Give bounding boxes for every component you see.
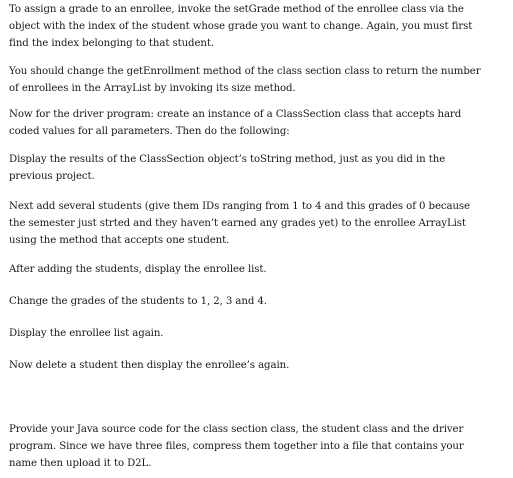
- text-line: using the method that accepts one student.: [9, 235, 230, 246]
- paragraph-display-results: [9, 151, 445, 185]
- paragraph-submission: [9, 421, 464, 472]
- text-line: program. Since we have three files, compress them together into a file that contains your: [9, 441, 464, 452]
- paragraph-driver: [9, 106, 461, 140]
- paragraph-get-enrollment: [9, 63, 480, 97]
- text-line: name then upload it to D2L.: [9, 458, 152, 469]
- text-line: After adding the students, display the enrollee list.: [9, 264, 267, 275]
- text-line: the semester just strted and they haven’t earned any grades yet) to the enrollee ArrayList: [9, 218, 466, 229]
- text-line: You should change the getEnrollment method of the class section class to return the number: [9, 66, 481, 77]
- text-line: previous project.: [9, 171, 95, 182]
- text-line: Provide your Java source code for the class section class, the student class and the driver: [9, 424, 464, 435]
- paragraph-display-again: [9, 325, 163, 342]
- text-line: find the index belonging to that student.: [9, 38, 214, 49]
- text-line: Change the grades of the students to 1, 2, 3 and 4.: [9, 296, 267, 307]
- text-line: Now delete a student then display the enrollee’s again.: [9, 360, 290, 371]
- text-line: of enrollees in the ArrayList by invoking its size method.: [9, 83, 296, 94]
- text-line: Display the enrollee list again.: [9, 328, 164, 339]
- text-line: coded values for all parameters. Then do the following:: [9, 126, 290, 137]
- paragraph-delete-student: [9, 357, 289, 374]
- text-line: object with the index of the student whose grade you want to change. Again, you must first: [9, 21, 473, 32]
- text-line: Now for the driver program: create an instance of a ClassSection class that accepts hard: [9, 109, 462, 120]
- text-line: Next add several students (give them IDs ranging from 1 to 4 and this grades of 0 because: [9, 201, 470, 212]
- paragraph-change-grades: [9, 293, 267, 310]
- text-line: To assign a grade to an enrollee, invoke the setGrade method of the enrollee class via the: [9, 4, 464, 15]
- text-line: Display the results of the ClassSection object’s toString method, just as you did in the: [9, 154, 446, 165]
- paragraph-intro: [9, 1, 472, 52]
- paragraph-add-students: [9, 198, 470, 249]
- paragraph-after-adding: [9, 261, 267, 278]
